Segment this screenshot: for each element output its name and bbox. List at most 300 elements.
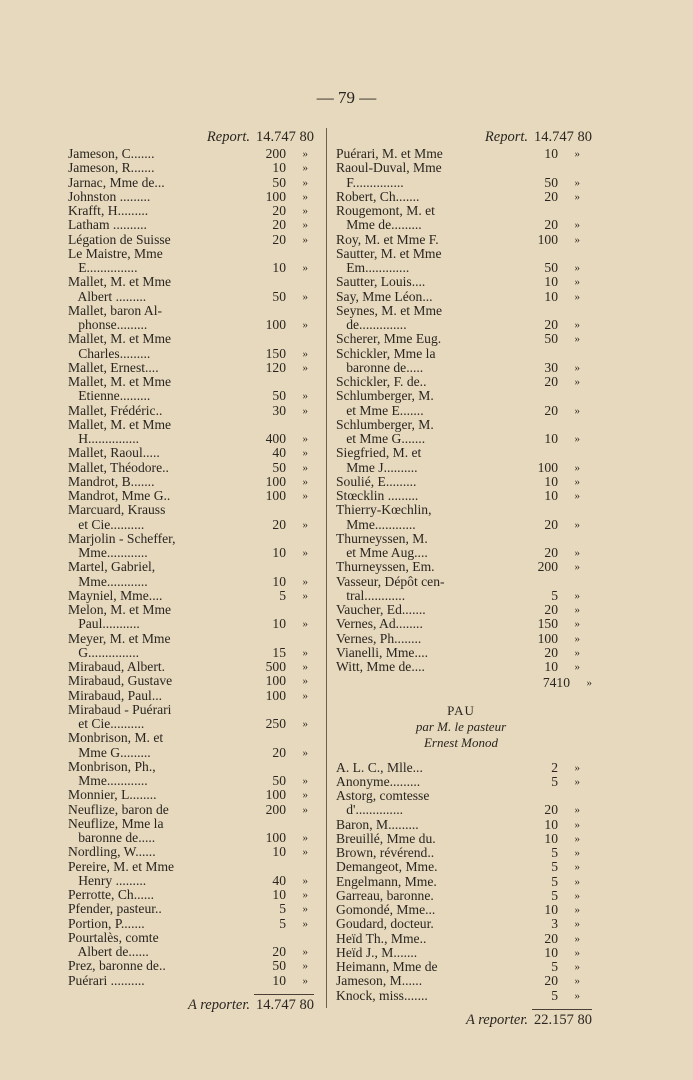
donor-name: Sautter, Louis.... bbox=[336, 274, 426, 290]
list-item bbox=[68, 532, 308, 546]
donation-amount: 2 bbox=[551, 759, 558, 775]
donor-name: Albert de...... bbox=[68, 944, 149, 959]
carried-forward bbox=[336, 128, 592, 147]
list-item bbox=[68, 503, 308, 517]
cents-mark: » bbox=[302, 661, 308, 673]
left-column bbox=[68, 128, 320, 1014]
cents-mark: » bbox=[302, 917, 308, 930]
donation-amount: 15 bbox=[272, 644, 286, 660]
donor-name: Le Maistre, Mme bbox=[68, 245, 163, 261]
cents-mark bbox=[558, 503, 580, 517]
donation-amount: 10 bbox=[272, 545, 286, 560]
list-item bbox=[68, 888, 308, 902]
donor-name: Gomondé, Mme... bbox=[336, 902, 436, 917]
list-item bbox=[68, 931, 308, 945]
cents-mark: » bbox=[302, 903, 308, 916]
cents-mark: » bbox=[574, 290, 580, 303]
donation-amount: 100 bbox=[265, 473, 286, 489]
donation-amount: 500 bbox=[265, 659, 286, 674]
donation-amount: 10 bbox=[272, 616, 286, 632]
list-item bbox=[336, 575, 580, 589]
donation-amount bbox=[254, 418, 286, 432]
donor-name: Pourtalès, comte bbox=[68, 929, 159, 945]
cents-mark: » bbox=[574, 661, 580, 673]
donor-name: Charles......... bbox=[68, 345, 151, 361]
cents-mark bbox=[286, 632, 308, 646]
donation-amount: 20 bbox=[272, 516, 286, 532]
list-item bbox=[336, 161, 580, 175]
cents-mark: » bbox=[302, 718, 308, 730]
donor-name: Mallet, baron Al- bbox=[68, 302, 163, 318]
donor-name: Monnier, L........ bbox=[68, 787, 157, 803]
donation-amount: 50 bbox=[272, 958, 286, 974]
donation-amount: 5 bbox=[551, 959, 558, 974]
list-item bbox=[336, 190, 580, 204]
list-item bbox=[68, 190, 308, 204]
donation-amount: 100 bbox=[537, 459, 558, 475]
donor-name: Marcuard, Krauss bbox=[68, 502, 166, 518]
list-item bbox=[336, 989, 580, 1003]
donor-name: et Mme E....... bbox=[336, 402, 424, 418]
cents-mark bbox=[286, 760, 308, 774]
cents-mark bbox=[558, 575, 580, 589]
donor-name: Puérari .......... bbox=[68, 972, 145, 988]
section-by: par M. le pasteur bbox=[415, 718, 507, 734]
donor-name: Mayniel, Mme.... bbox=[68, 587, 163, 603]
cents-mark: » bbox=[574, 333, 580, 346]
donor-name: Breuillé, Mme du. bbox=[336, 830, 436, 846]
donation-amount: 100 bbox=[537, 630, 558, 646]
donation-amount: 20 bbox=[544, 802, 558, 818]
cents-mark: » bbox=[574, 433, 580, 445]
donor-name: Johnston ......... bbox=[68, 188, 151, 204]
cents-mark: » bbox=[302, 190, 308, 203]
donation-amount: 50 bbox=[272, 773, 286, 788]
list-item bbox=[68, 917, 308, 931]
donation-amount bbox=[254, 503, 286, 517]
donor-name: Baron, M......... bbox=[336, 816, 419, 832]
carry-over-value: 14.747 80 bbox=[256, 996, 314, 1013]
cents-mark: » bbox=[302, 219, 308, 232]
donor-name: Say, Mme Léon... bbox=[336, 288, 433, 304]
list-item bbox=[68, 959, 308, 973]
report-value: 14.747 80 bbox=[534, 129, 592, 145]
donation-amount: 5 bbox=[551, 887, 558, 903]
donor-name: Knock, miss....... bbox=[336, 987, 428, 1003]
donor-name: Etienne......... bbox=[68, 388, 151, 404]
donation-amount: 150 bbox=[265, 345, 286, 361]
donor-name: de.............. bbox=[336, 317, 407, 332]
donor-name: Mme J.......... bbox=[336, 459, 418, 475]
donation-amount: 10 bbox=[544, 944, 558, 960]
donation-amount: 150 bbox=[537, 616, 558, 632]
donation-amount: 5 bbox=[551, 845, 558, 860]
list-item bbox=[336, 461, 580, 475]
list-item bbox=[336, 946, 580, 960]
donation-amount: 10 bbox=[544, 816, 558, 832]
cents-mark: » bbox=[302, 846, 308, 859]
cents-mark: » bbox=[302, 803, 308, 816]
cents-mark bbox=[286, 304, 308, 318]
donor-name: Vasseur, Dépôt cen- bbox=[336, 573, 445, 589]
list-item bbox=[68, 860, 308, 874]
cents-mark: » bbox=[574, 176, 580, 189]
list-item bbox=[336, 218, 580, 232]
list-item bbox=[336, 247, 580, 261]
cents-mark: » bbox=[302, 490, 308, 502]
donor-name: Mallet, M. et Mme bbox=[68, 331, 172, 347]
donor-name: baronne de..... bbox=[336, 359, 424, 375]
list-item bbox=[336, 503, 580, 517]
cents-mark bbox=[558, 418, 580, 432]
cents-mark: » bbox=[302, 675, 308, 688]
cents-mark: » bbox=[574, 618, 580, 631]
donor-name: Prez, baronne de.. bbox=[68, 958, 166, 974]
donor-name: Mallet, M. et Mme bbox=[68, 374, 172, 389]
list-item bbox=[68, 746, 308, 760]
cents-mark: » bbox=[302, 575, 308, 588]
list-item bbox=[68, 731, 308, 745]
list-item bbox=[68, 546, 308, 560]
cents-mark: » bbox=[302, 319, 308, 331]
list-item bbox=[336, 603, 580, 617]
list-item bbox=[68, 817, 308, 831]
donor-name: Monbrison, M. et bbox=[68, 730, 164, 746]
donor-name: F............... bbox=[336, 174, 404, 190]
donor-name: et Cie.......... bbox=[68, 516, 145, 532]
list-item bbox=[336, 418, 580, 432]
list-item bbox=[336, 432, 580, 446]
section-title: PAU bbox=[447, 702, 475, 718]
donor-name: Seynes, M. et Mme bbox=[336, 302, 443, 318]
donor-name: Garreau, baronne. bbox=[336, 887, 434, 903]
list-item bbox=[68, 361, 308, 375]
donor-name: Nordling, W...... bbox=[68, 844, 156, 860]
donation-amount: 120 bbox=[265, 359, 286, 375]
donor-name: Jameson, C....... bbox=[68, 146, 155, 161]
donor-name: Thurneyssen, M. bbox=[336, 530, 428, 546]
list-item bbox=[336, 832, 580, 846]
cents-mark: » bbox=[302, 290, 308, 303]
donation-amount: 20 bbox=[544, 317, 558, 332]
donor-name: Robert, Ch....... bbox=[336, 188, 420, 204]
donation-amount: 100 bbox=[265, 673, 286, 689]
cents-mark bbox=[286, 560, 308, 574]
list-item bbox=[68, 760, 308, 774]
list-item bbox=[336, 589, 580, 603]
total-rule bbox=[254, 994, 314, 995]
donation-amount: 10 bbox=[272, 887, 286, 902]
donation-amount: 5 bbox=[551, 987, 558, 1003]
donor-name: Engelmann, Mme. bbox=[336, 873, 437, 889]
donor-name: Mme............ bbox=[68, 773, 148, 788]
list-item bbox=[68, 147, 308, 161]
list-item bbox=[68, 603, 308, 617]
cents-mark bbox=[558, 389, 580, 403]
donor-name: Latham .......... bbox=[68, 217, 147, 233]
cents-mark: » bbox=[574, 775, 580, 788]
donation-amount bbox=[254, 860, 286, 874]
subtotal-value: 7410 bbox=[542, 675, 570, 691]
donor-name: Witt, Mme de.... bbox=[336, 659, 425, 674]
donation-amount: 50 bbox=[272, 174, 286, 190]
cents-mark: » bbox=[574, 276, 580, 289]
donor-name: Pereire, M. et Mme bbox=[68, 858, 175, 874]
cents-mark: » bbox=[574, 475, 580, 488]
list-item bbox=[336, 532, 580, 546]
cents-mark bbox=[286, 703, 308, 717]
donation-amount bbox=[254, 703, 286, 717]
list-item bbox=[68, 774, 308, 788]
list-item bbox=[68, 161, 308, 175]
cents-mark bbox=[286, 532, 308, 546]
list-item bbox=[336, 261, 580, 275]
donation-amount bbox=[254, 247, 286, 261]
list-item bbox=[68, 646, 308, 660]
donation-amount bbox=[522, 347, 558, 361]
cents-mark: » bbox=[574, 361, 580, 374]
donation-amount bbox=[254, 304, 286, 318]
donor-name: et Cie.......... bbox=[68, 716, 145, 731]
donor-name: Anonyme......... bbox=[336, 773, 421, 789]
donor-name: Marjolin - Scheffer, bbox=[68, 530, 176, 546]
donor-name: Portion, P....... bbox=[68, 915, 145, 931]
donation-amount: 200 bbox=[537, 559, 558, 575]
cents-mark: » bbox=[574, 547, 580, 559]
cents-mark bbox=[286, 817, 308, 831]
donation-amount: 30 bbox=[272, 402, 286, 418]
cents-mark: » bbox=[574, 804, 580, 817]
donation-amount: 10 bbox=[544, 431, 558, 446]
list-item bbox=[68, 475, 308, 489]
donation-amount bbox=[522, 304, 558, 318]
donor-name: Mirabaud, Paul... bbox=[68, 687, 163, 703]
list-item bbox=[68, 945, 308, 959]
list-item bbox=[68, 275, 308, 289]
cents-mark: » bbox=[302, 361, 308, 374]
cents-mark: » bbox=[302, 447, 308, 460]
list-item bbox=[336, 318, 580, 332]
donation-amount: 10 bbox=[272, 260, 286, 275]
donor-name: A. L. C., Mlle... bbox=[336, 759, 423, 775]
right-entry-list bbox=[336, 147, 586, 674]
donation-amount: 100 bbox=[265, 687, 286, 703]
list-item bbox=[68, 803, 308, 817]
donation-amount: 50 bbox=[544, 331, 558, 347]
donor-name: Paul........... bbox=[68, 616, 140, 632]
list-item bbox=[68, 261, 308, 275]
donation-amount: 50 bbox=[544, 260, 558, 275]
donation-amount bbox=[522, 575, 558, 589]
donation-amount: 30 bbox=[544, 359, 558, 375]
donation-amount: 10 bbox=[272, 844, 286, 860]
donation-amount bbox=[254, 375, 286, 389]
cents-mark: » bbox=[302, 889, 308, 901]
cents-mark: » bbox=[574, 761, 580, 774]
list-item bbox=[68, 845, 308, 859]
list-item bbox=[336, 375, 580, 389]
cents-mark bbox=[286, 247, 308, 261]
list-item bbox=[336, 560, 580, 574]
donor-name: E............... bbox=[68, 260, 138, 275]
cents-mark bbox=[286, 603, 308, 617]
donor-name: Em............. bbox=[336, 260, 410, 275]
cents-mark: » bbox=[574, 946, 580, 959]
cents-mark: » bbox=[574, 404, 580, 417]
list-item bbox=[68, 404, 308, 418]
cents-mark: » bbox=[574, 233, 580, 246]
donor-name: Perrotte, Ch...... bbox=[68, 887, 155, 902]
donation-amount: 50 bbox=[272, 459, 286, 475]
list-item bbox=[68, 233, 308, 247]
donor-name: Vernes, Ph........ bbox=[336, 630, 422, 646]
cents-mark bbox=[558, 204, 580, 218]
donation-amount: 200 bbox=[265, 146, 286, 161]
list-item bbox=[336, 632, 580, 646]
list-item bbox=[68, 617, 308, 631]
donation-amount: 200 bbox=[265, 801, 286, 817]
list-item bbox=[68, 974, 308, 988]
donor-name: Krafft, H......... bbox=[68, 203, 149, 218]
donor-name: tral............ bbox=[336, 587, 406, 603]
donor-name: Neuflize, baron de bbox=[68, 801, 169, 817]
cents-mark: » bbox=[574, 989, 580, 1002]
cents-mark: » bbox=[574, 832, 580, 845]
donor-name: Mme G......... bbox=[68, 744, 151, 760]
cents-mark: » bbox=[302, 974, 308, 987]
donation-amount: 10 bbox=[544, 830, 558, 846]
list-item bbox=[336, 147, 580, 161]
list-item bbox=[336, 761, 580, 775]
carry-over bbox=[336, 1012, 592, 1029]
list-item bbox=[336, 860, 580, 874]
donation-amount: 20 bbox=[544, 217, 558, 233]
cents-mark: » bbox=[302, 618, 308, 631]
cents-mark: » bbox=[302, 148, 308, 160]
donor-name: Demangeot, Mme. bbox=[336, 859, 438, 875]
donation-amount bbox=[254, 632, 286, 646]
donor-name: Mme............ bbox=[68, 573, 148, 589]
cents-mark: » bbox=[302, 390, 308, 403]
donor-name: Sautter, M. et Mme bbox=[336, 245, 442, 261]
donation-amount bbox=[522, 204, 558, 218]
list-item bbox=[336, 932, 580, 946]
list-item bbox=[68, 432, 308, 446]
cents-mark: » bbox=[574, 632, 580, 645]
donor-name: Mirabaud, Albert. bbox=[68, 659, 166, 674]
cents-mark bbox=[286, 332, 308, 346]
carry-over-label: A reporter. bbox=[187, 996, 250, 1013]
list-item bbox=[336, 903, 580, 917]
donation-amount bbox=[254, 275, 286, 289]
list-item bbox=[336, 204, 580, 218]
donation-amount bbox=[254, 560, 286, 574]
list-item bbox=[336, 846, 580, 860]
donation-amount: 10 bbox=[272, 160, 286, 176]
pau-entry-list bbox=[336, 761, 586, 1003]
list-item bbox=[68, 176, 308, 190]
donor-name: Mallet, Frédéric.. bbox=[68, 402, 163, 418]
cents-mark: » bbox=[302, 874, 308, 887]
cents-mark: » bbox=[574, 561, 580, 574]
list-item bbox=[68, 418, 308, 432]
cents-mark: » bbox=[302, 162, 308, 175]
donor-name: Thurneyssen, Em. bbox=[336, 559, 435, 575]
cents-mark: » bbox=[574, 589, 580, 602]
donation-amount: 10 bbox=[272, 573, 286, 589]
list-item bbox=[68, 560, 308, 574]
donation-amount bbox=[254, 332, 286, 346]
donor-name: Schlumberger, M. bbox=[336, 416, 434, 432]
cents-mark bbox=[558, 304, 580, 318]
donor-name: G............... bbox=[68, 644, 139, 660]
list-item bbox=[336, 489, 580, 503]
donation-amount: 10 bbox=[272, 972, 286, 988]
donation-amount: 3 bbox=[551, 916, 558, 932]
list-item bbox=[68, 304, 308, 318]
cents-mark: » bbox=[574, 262, 580, 274]
donation-amount: 50 bbox=[272, 388, 286, 404]
cents-mark: » bbox=[302, 262, 308, 274]
donation-amount: 400 bbox=[265, 431, 286, 446]
donor-name: Mme............ bbox=[68, 545, 148, 560]
list-item bbox=[68, 204, 308, 218]
cents-mark: » bbox=[574, 490, 580, 502]
cents-mark: » bbox=[302, 205, 308, 217]
donor-name: Mme............ bbox=[336, 516, 416, 532]
donor-name: Schickler, F. de.. bbox=[336, 374, 427, 389]
donation-amount: 20 bbox=[272, 231, 286, 247]
donor-name: Albert ......... bbox=[68, 288, 147, 304]
donation-amount: 40 bbox=[272, 445, 286, 461]
donation-amount bbox=[254, 760, 286, 774]
donor-name: H............... bbox=[68, 431, 139, 446]
donor-name: Scherer, Mme Eug. bbox=[336, 331, 442, 347]
cents-mark: » bbox=[302, 646, 308, 659]
cents-mark: » bbox=[574, 604, 580, 616]
total-rule bbox=[532, 1009, 592, 1010]
donor-name: Puérari, M. et Mme bbox=[336, 146, 443, 161]
donation-amount: 20 bbox=[544, 402, 558, 418]
donor-name: Meyer, M. et Mme bbox=[68, 630, 171, 646]
cents-mark: » bbox=[574, 461, 580, 474]
donor-name: Stœcklin ......... bbox=[336, 488, 419, 503]
donation-amount: 20 bbox=[544, 545, 558, 560]
list-item bbox=[68, 674, 308, 688]
donation-amount bbox=[254, 817, 286, 831]
list-item bbox=[68, 347, 308, 361]
cents-mark: » bbox=[302, 233, 308, 246]
donation-amount: 100 bbox=[265, 830, 286, 845]
list-item bbox=[68, 375, 308, 389]
list-item bbox=[68, 874, 308, 888]
donation-amount: 10 bbox=[544, 274, 558, 290]
list-item bbox=[68, 660, 308, 674]
donation-amount: 100 bbox=[265, 317, 286, 332]
cents-mark: » bbox=[574, 219, 580, 232]
donor-name: Vernes, Ad........ bbox=[336, 616, 423, 632]
list-item bbox=[336, 917, 580, 931]
donor-name: Mallet, Raoul..... bbox=[68, 445, 160, 461]
donor-name: d'.............. bbox=[336, 802, 404, 818]
donor-name: Pfender, pasteur.. bbox=[68, 901, 162, 917]
list-item bbox=[336, 617, 580, 631]
report-label: Report. bbox=[206, 129, 250, 145]
donation-amount: 5 bbox=[551, 859, 558, 875]
donation-amount: 250 bbox=[265, 716, 286, 731]
donor-name: phonse......... bbox=[68, 317, 148, 332]
donor-name: Schlumberger, M. bbox=[336, 388, 434, 404]
